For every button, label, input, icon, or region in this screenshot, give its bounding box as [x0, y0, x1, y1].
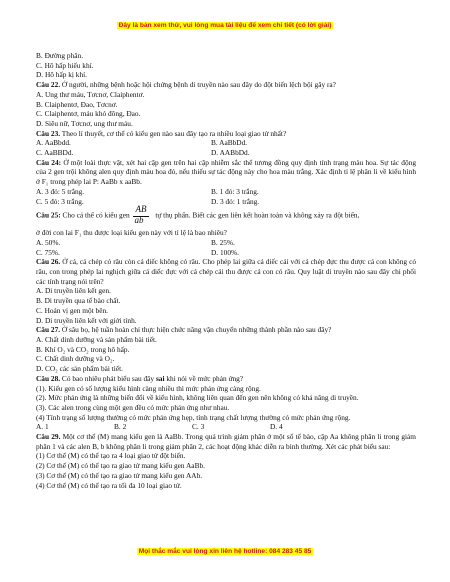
question-text: ở đời con lai F₁ thu được loại kiểu gen này với tỉ lệ là bao nhiêu?: [36, 228, 227, 238]
option-line: B. Khí O₂ và CO₂ trong hô hấp.: [36, 344, 130, 354]
option-line: C. Chất dinh dưỡng và O₂.: [36, 354, 115, 364]
question-23: Câu 23. Theo lí thuyết, cơ thể có kiểu gen nào sau đây tạo ra nhiều loại giao tử nhất?: [36, 128, 287, 138]
option-row: A. 50%. B. 25%.: [36, 237, 235, 247]
option-line: A. Di truyền liên kết gen.: [36, 286, 111, 296]
genotype-fraction: $\frac{AB}{ab}$: [131, 206, 153, 226]
statement: (3). Các alen trong cùng một gen đều có mức phản ứng như nhau.: [36, 402, 230, 412]
option-row: C. AaBBDd. D. AABbDd.: [36, 148, 250, 158]
statement: (1). Kiểu gen có số lượng kiểu hình càng nhiều thì mức phản ứng càng rộng.: [36, 383, 261, 393]
option-line: D. Hô hấp kị khí.: [36, 70, 87, 80]
question-26: Câu 26. Ở cá, cá chép có râu còn cá diếc không có râu. Cho phép lai giữa cá diếc cái với cá chép đực thu được cá con không có râu, con trong phép lai nghịch giữa cá diếc đực với cá chép cái thu được cá con có râu. Quy luật di truyền nào sau đây chi phối các tính trạng nói trên?: [36, 257, 416, 286]
statement: (4) Cơ thể (M) có thể tạo ra tối đa 10 loại giao tử.: [36, 480, 182, 490]
option-line: A. Ung thư máu, Tơcnơ, Claiphentơ.: [36, 89, 145, 99]
option-line: C. Hô hấp hiếu khí.: [36, 60, 94, 70]
option-line: D. Di truyền liên kết với giới tính.: [36, 315, 137, 325]
statement: (3) Cơ thể (M) có thể tạo ra giao tử mang kiểu gen AAb.: [36, 470, 203, 480]
option-line: C. Claiphentơ, máu khó đông, Đao.: [36, 109, 141, 119]
option-line: A. Chất dinh dưỡng và sản phẩm bài tiết.: [36, 334, 157, 344]
statement: (2) Cơ thể (M) có thể tạo ra giao tử mang kiểu gen AaBb.: [36, 461, 205, 471]
question-24: Câu 24: Ở một loài thực vật, xét hai cặp gen trên hai cặp nhiễm sắc thể tương đồng quy định tính trạng màu hoa. Sự tác động của 2 gen trội không alen quy định màu hoa đỏ, nếu thiếu sự tác động này cho hoa màu trắng. Xác định tỉ lệ phân li về kiểu hình ở F₁ trong phép lai P: AaBb x aaBb.: [36, 157, 416, 187]
hotline-banner: Mọi thắc mắc vui lòng xin liên hệ hotline: 084 283 45 85: [138, 548, 312, 555]
option-line: B. Claiphentơ, Đao, Tơcnơ.: [36, 99, 118, 109]
option-row: C. 5 đỏ: 3 trắng. D. 3 đỏ: 1 trắng.: [36, 196, 260, 206]
statement: (1) Cơ thể (M) có thể tạo ra 4 loại giao tử đột biến.: [36, 451, 186, 461]
preview-banner: Đây là bản xem thử, vui lòng mua tài liệu để xem chi tiết (có lời giải): [118, 22, 332, 29]
option-row: A. 1 B. 2 C. 3 D. 4: [36, 422, 283, 432]
option-row: A. 3 đỏ: 5 trắng. B. 1 đỏ: 3 trắng.: [36, 186, 259, 196]
option-line: B. Đường phân.: [36, 51, 84, 60]
statement: (4) Tính trạng số lượng thường có mức phản ứng hẹp, tính trạng chất lượng thường có mức phản ứng rộng.: [36, 412, 351, 422]
option-row: A. AaBbdd. B. AaBbDd.: [36, 138, 248, 148]
option-line: D. Siêu nữ, Tơcnơ, ung thư máu.: [36, 118, 133, 128]
option-line: B. Di truyền qua tế bào chất.: [36, 296, 121, 306]
statement: (2). Mức phản ứng là những biến đổi về kiểu hình, không liên quan đến gen nên không có khả năng di truyền.: [36, 393, 359, 403]
question-22: Câu 22. Ở người, những bệnh hoặc hội chứng bệnh di truyền nào sau đây do đột biến lệch bội gây ra?: [36, 80, 336, 90]
question-29: Câu 29. Một cơ thể (M) mang kiểu gen là AaBb. Trong quá trình giảm phân ở một số tế bào, cặp Aa không phân li trong giảm phân 1 và các alen B, b không phân li trong giảm phân 2, các hoạt động khác diễn ra bình thường. Xét các phát biểu sau:: [36, 432, 417, 451]
option-row: C. 75%. D. 100%.: [36, 247, 239, 257]
option-line: C. Hoán vị gen một bên.: [36, 305, 108, 315]
option-line: D. CO₂ các sản phẩm bài tiết.: [36, 364, 123, 374]
question-28: Câu 28. Có bao nhiêu phát biểu sau đây sai khi nói về mức phản ứng?: [36, 373, 244, 383]
document-body: [36, 51, 416, 490]
question-27: Câu 27. Ở sâu bọ, hệ tuần hoàn chỉ thực hiện chức năng vận chuyển những thành phần nào sau đây?: [36, 325, 332, 335]
question-25: Câu 25: Cho cá thể có kiểu gen $\frac{AB}{ab}$ tự thụ phấn. Biết các gen liên kết hoàn toàn và không xảy ra đột biến,: [36, 204, 360, 226]
